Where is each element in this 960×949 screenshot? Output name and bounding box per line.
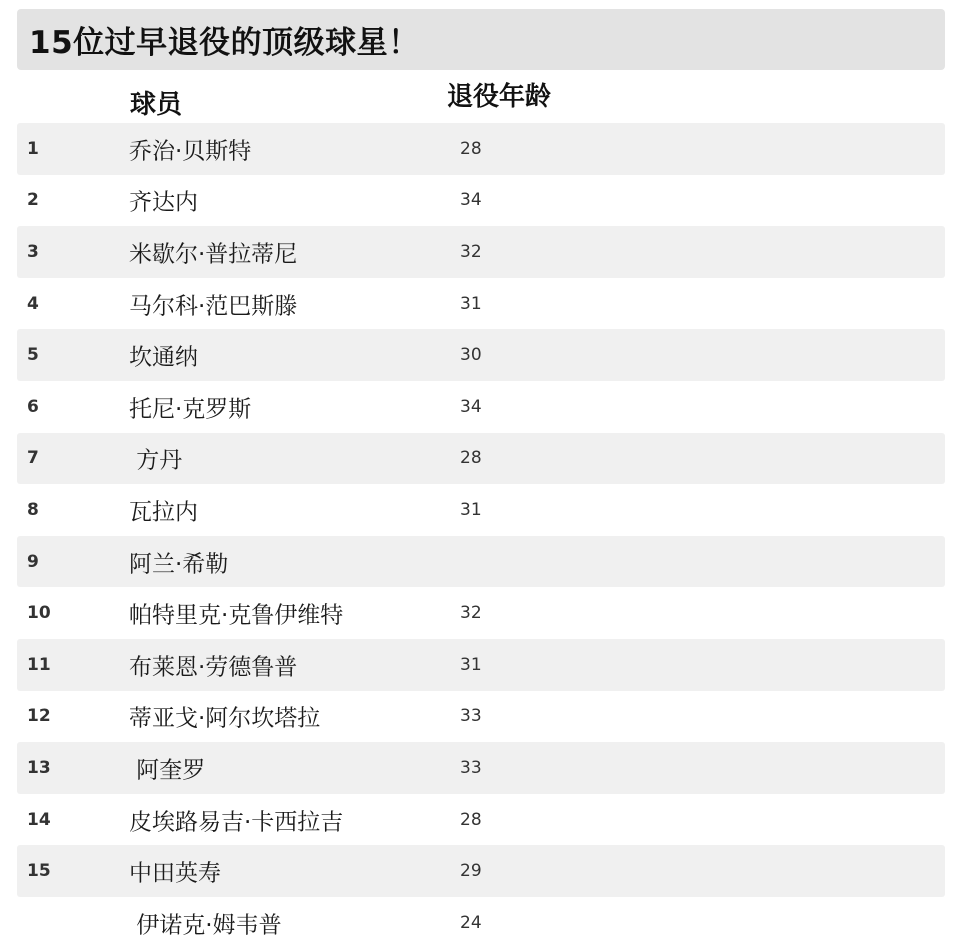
rank-cell: 5 [27, 345, 39, 366]
table-row [17, 381, 945, 433]
age-cell: 29 [460, 861, 482, 882]
age-cell: 31 [460, 499, 482, 520]
age-cell: 33 [460, 757, 482, 778]
rank-cell: 2 [27, 190, 39, 211]
rank-cell: 4 [27, 293, 39, 314]
age-cell: 32 [460, 241, 482, 262]
player-name-cell: 阿奎罗 [129, 757, 206, 784]
player-name-cell: 伊诺克·姆韦普 [129, 912, 282, 939]
age-cell: 28 [460, 138, 482, 159]
age-cell: 30 [460, 345, 482, 366]
rank-cell: 8 [27, 499, 39, 520]
player-name-cell: 帕特里克·克鲁伊维特 [129, 602, 344, 629]
table-row [17, 742, 945, 794]
player-name-cell: 瓦拉内 [129, 499, 198, 526]
table-row [17, 484, 945, 536]
page-title: 15位过早退役的顶级球星！ [29, 25, 420, 61]
rank-cell: 10 [27, 603, 51, 624]
age-cell: 24 [460, 912, 482, 933]
player-table [17, 123, 945, 949]
rank-cell: 15 [27, 861, 51, 882]
column-header-age: 退役年龄 [447, 82, 552, 112]
player-name-cell: 托尼·克罗斯 [129, 396, 252, 423]
player-name-cell: 乔治·贝斯特 [129, 138, 252, 165]
age-cell: 32 [460, 603, 482, 624]
age-cell: 33 [460, 706, 482, 727]
player-name-cell: 布莱恩·劳德鲁普 [129, 654, 298, 681]
player-name-cell: 中田英寿 [129, 860, 221, 887]
player-name-cell: 蒂亚戈·阿尔坎塔拉 [129, 705, 321, 732]
player-name-cell: 皮埃路易吉·卡西拉吉 [129, 809, 344, 836]
table-row [17, 536, 945, 588]
age-cell: 34 [460, 190, 482, 211]
column-header-player: 球员 [130, 90, 183, 120]
rank-cell: 11 [27, 654, 51, 675]
table-row [17, 123, 945, 175]
age-cell: 28 [460, 448, 482, 469]
player-name-cell: 米歇尔·普拉蒂尼 [129, 241, 298, 268]
player-name-cell: 齐达内 [129, 189, 198, 216]
table-row [17, 794, 945, 846]
rank-cell: 7 [27, 448, 39, 469]
table-row [17, 639, 945, 691]
table-row [17, 897, 945, 949]
table-row [17, 329, 945, 381]
rank-cell: 6 [27, 396, 39, 417]
table-row [17, 433, 945, 485]
table-header [17, 72, 945, 120]
player-name-cell: 方丹 [129, 447, 183, 474]
rank-cell: 9 [27, 551, 39, 572]
table-row [17, 175, 945, 227]
table-row [17, 691, 945, 743]
table-row [17, 278, 945, 330]
table-row [17, 226, 945, 278]
player-name-cell: 坎通纳 [129, 344, 198, 371]
age-cell: 34 [460, 396, 482, 417]
rank-cell: 13 [27, 757, 51, 778]
age-cell: 31 [460, 654, 482, 675]
rank-cell: 14 [27, 809, 51, 830]
player-name-cell: 马尔科·范巴斯滕 [129, 293, 298, 320]
table-row [17, 845, 945, 897]
title-bar [17, 9, 945, 70]
rank-cell: 3 [27, 241, 39, 262]
rank-cell: 12 [27, 706, 51, 727]
age-cell: 28 [460, 809, 482, 830]
player-name-cell: 阿兰·希勒 [129, 551, 229, 578]
rank-cell: 1 [27, 138, 39, 159]
age-cell: 31 [460, 293, 482, 314]
table-row [17, 587, 945, 639]
